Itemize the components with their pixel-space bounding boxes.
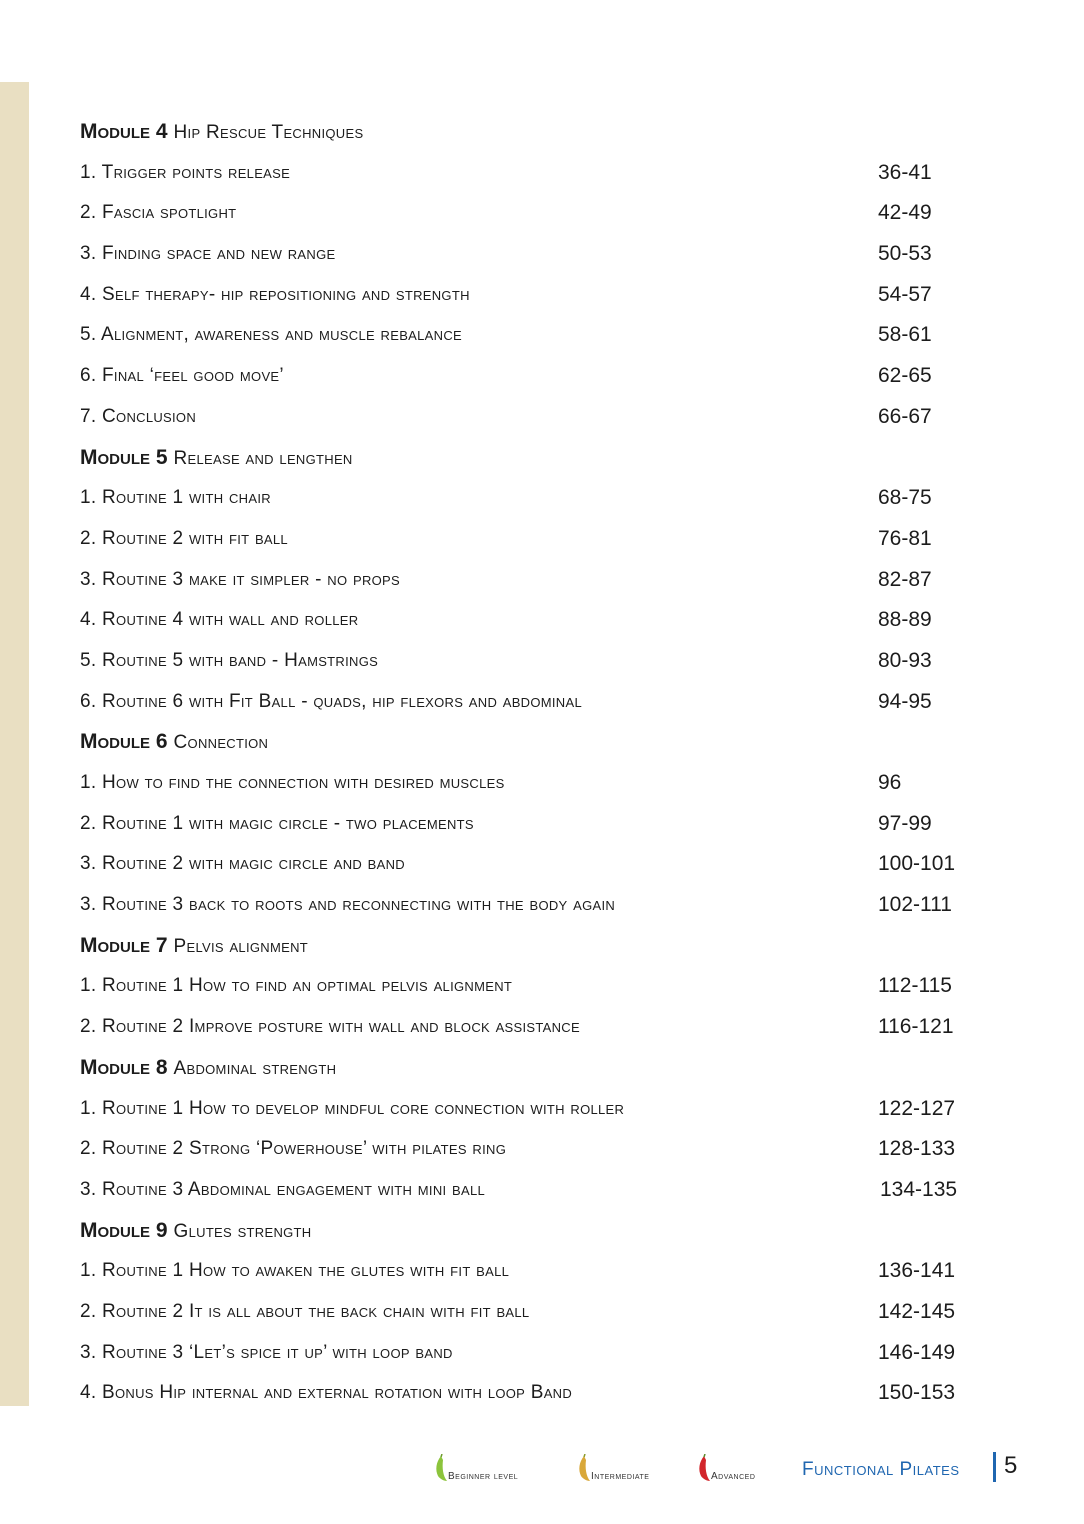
toc-entry-pages: 68-75 <box>878 486 932 510</box>
toc-entry-pages: 142-145 <box>878 1299 956 1323</box>
toc-entry[interactable] <box>80 1251 980 1292</box>
toc-entry[interactable] <box>80 1007 980 1048</box>
legend-label: Beginner level <box>448 1471 519 1482</box>
toc-entry-pages: 128-133 <box>878 1137 956 1161</box>
module-heading <box>80 112 980 153</box>
toc-entry-title: 2. Fascia spotlight <box>80 202 237 224</box>
toc-entry[interactable] <box>80 763 980 804</box>
module-name: Hip Rescue Techniques <box>173 122 364 143</box>
module-name: Glutes strength <box>173 1220 312 1242</box>
toc-entry-title: 3. Routine 3 Abdominal engagement with mini ball <box>80 1178 486 1200</box>
toc-entry-pages: 136-141 <box>878 1259 956 1283</box>
toc-entry[interactable] <box>80 519 980 560</box>
chili-red-icon <box>697 1454 711 1482</box>
chili-yellow-icon <box>577 1454 591 1482</box>
toc-entry-title: 3. Routine 3 ‘Let’s spice it up’ with loop band <box>80 1341 453 1363</box>
module-label: Module 7 <box>80 933 168 957</box>
chili-green-icon <box>434 1454 448 1482</box>
module-label: Module 9 <box>80 1218 168 1242</box>
toc-entry-pages: 146-149 <box>878 1340 956 1364</box>
toc-entry-title: 1. Routine 1 How to develop mindful core connection with roller <box>80 1097 625 1119</box>
toc-entry-title: 1. Trigger points release <box>80 161 291 183</box>
toc-entry[interactable] <box>80 641 980 682</box>
toc-entry-title: 2. Routine 2 with fit ball <box>80 527 288 549</box>
module-title <box>80 1048 336 1090</box>
toc-entry-title: 5. Alignment, awareness and muscle rebalance <box>80 324 462 346</box>
toc-entry-title: 1. How to find the connection with desired muscles <box>80 772 505 793</box>
toc-entry[interactable] <box>80 478 980 519</box>
toc-entry[interactable] <box>80 1292 980 1333</box>
toc-entry-title: 4. Routine 4 with wall and roller <box>80 609 359 631</box>
legend-label: Intermediate <box>591 1471 650 1482</box>
toc-entry-title: 6. Routine 6 with Fit Ball - quads, hip flexors and abdominal <box>80 690 582 712</box>
toc-entry[interactable] <box>80 397 980 438</box>
toc-entry-pages: 96 <box>878 771 902 794</box>
toc-entry-title: 2. Routine 2 Improve posture with wall and block assistance <box>80 1016 580 1038</box>
module-label: Module 6 <box>80 730 168 754</box>
toc-entry-title: 5. Routine 5 with band - Hamstrings <box>80 649 379 671</box>
toc-entry[interactable] <box>80 804 980 845</box>
toc-entry-pages: 58-61 <box>878 323 932 347</box>
page-footer <box>0 1452 1084 1496</box>
table-of-contents <box>80 112 980 1414</box>
toc-entry-title: 3. Routine 2 with magic circle and band <box>80 853 405 875</box>
toc-entry[interactable] <box>80 1373 980 1414</box>
toc-entry-pages: 88-89 <box>878 608 932 632</box>
module-label: Module 8 <box>80 1055 168 1079</box>
toc-entry-title: 3. Finding space and new range <box>80 243 336 265</box>
toc-entry-pages: 42-49 <box>878 201 932 225</box>
module-title <box>80 722 268 764</box>
toc-entry[interactable] <box>80 315 980 356</box>
toc-entry-title: 4. Self therapy- hip repositioning and strength <box>80 283 470 305</box>
toc-entry-pages: 100-101 <box>878 852 956 876</box>
toc-entry[interactable] <box>80 1129 980 1170</box>
module-name: Abdominal strength <box>173 1057 337 1079</box>
toc-entry[interactable] <box>80 234 980 275</box>
module-heading <box>80 926 980 967</box>
toc-entry[interactable] <box>80 1170 980 1211</box>
toc-entry-pages: 80-93 <box>878 648 932 672</box>
toc-entry-pages: 36-41 <box>878 160 932 184</box>
module-title <box>80 1211 311 1253</box>
toc-entry[interactable] <box>80 966 980 1007</box>
toc-entry-title: 2. Routine 1 with magic circle - two placements <box>80 812 474 834</box>
toc-entry-title: 3. Routine 3 make it simpler - no props <box>80 568 400 590</box>
toc-entry[interactable] <box>80 1333 980 1374</box>
toc-entry-pages: 122-127 <box>878 1096 956 1120</box>
toc-entry[interactable] <box>80 356 980 397</box>
toc-entry-pages: 112-115 <box>878 974 952 998</box>
toc-entry-pages: 94-95 <box>878 689 932 713</box>
toc-entry-pages: 76-81 <box>878 526 932 550</box>
toc-entry-title: 7. Conclusion <box>80 405 197 427</box>
module-title <box>80 112 363 154</box>
toc-entry-pages: 82-87 <box>878 567 932 591</box>
toc-entry-pages: 66-67 <box>878 404 932 428</box>
toc-entry-title: 3. Routine 3 back to roots and reconnecting with the body again <box>80 894 616 916</box>
toc-entry[interactable] <box>80 153 980 194</box>
module-label: Module 5 <box>80 445 168 469</box>
module-name: Release and lengthen <box>173 447 353 469</box>
toc-entry-pages: 150-153 <box>878 1381 956 1405</box>
page-number: 5 <box>1004 1452 1018 1479</box>
toc-entry[interactable] <box>80 682 980 723</box>
toc-entry-title: 4. Bonus Hip internal and external rotation with loop Band <box>80 1382 573 1404</box>
module-name: Pelvis alignment <box>173 935 308 957</box>
module-heading <box>80 1048 980 1089</box>
module-label: Module 4 <box>80 120 168 143</box>
toc-entry[interactable] <box>80 560 980 601</box>
toc-entry-title: 1. Routine 1 with chair <box>80 487 271 509</box>
toc-entry-pages: 50-53 <box>878 242 932 266</box>
module-title <box>80 926 308 968</box>
module-heading <box>80 722 980 763</box>
toc-entry[interactable] <box>80 885 980 926</box>
module-heading <box>80 1211 980 1252</box>
toc-entry[interactable] <box>80 275 980 316</box>
legend-label: Advanced <box>711 1471 756 1482</box>
toc-entry-title: 2. Routine 2 It is all about the back chain with fit ball <box>80 1300 530 1322</box>
toc-entry-pages: 62-65 <box>878 364 932 388</box>
brand-name: Functional Pilates <box>802 1459 960 1480</box>
toc-entry-pages: 134-135 <box>880 1177 958 1201</box>
toc-entry-title: 1. Routine 1 How to awaken the glutes with fit ball <box>80 1260 510 1282</box>
toc-entry[interactable] <box>80 1089 980 1130</box>
toc-entry-title: 6. Final ‘feel good move’ <box>80 365 284 387</box>
toc-entry[interactable] <box>80 600 980 641</box>
toc-entry-pages: 116-121 <box>878 1015 954 1039</box>
footer-divider <box>993 1452 996 1482</box>
toc-entry-pages: 97-99 <box>878 811 932 835</box>
toc-entry-pages: 54-57 <box>878 282 932 306</box>
toc-entry-title: 2. Routine 2 Strong ‘Powerhouse’ with pilates ring <box>80 1138 507 1160</box>
module-title <box>80 438 353 480</box>
module-name: Connection <box>173 732 269 754</box>
module-heading <box>80 438 980 479</box>
toc-entry[interactable] <box>80 844 980 885</box>
toc-entry-title: 1. Routine 1 How to find an optimal pelvis alignment <box>80 975 513 997</box>
toc-entry-pages: 102-111 <box>878 893 952 917</box>
toc-entry[interactable] <box>80 193 980 234</box>
side-color-strip <box>0 82 29 1406</box>
